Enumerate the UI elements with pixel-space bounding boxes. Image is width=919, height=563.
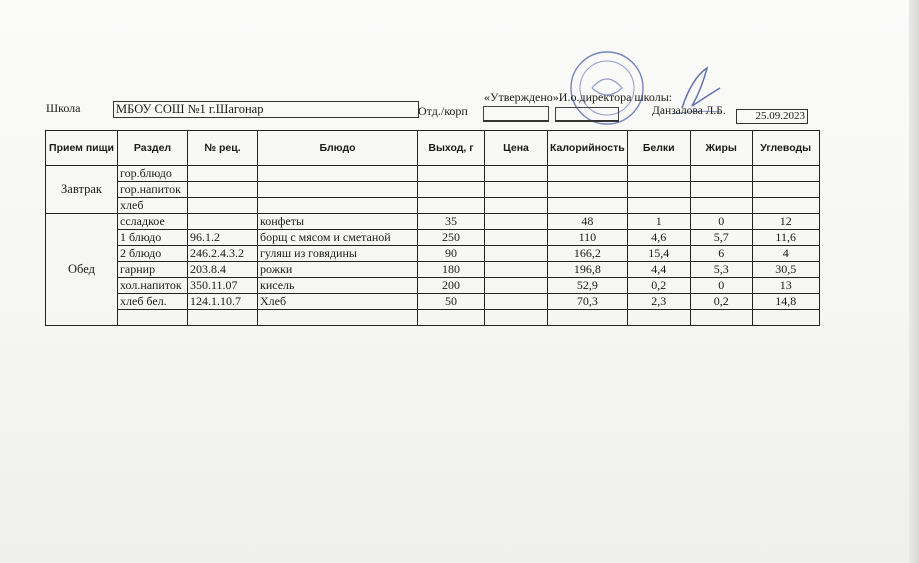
yield-cell: 250 <box>418 230 485 246</box>
yield-cell: 180 <box>418 262 485 278</box>
carbs-cell <box>752 182 819 198</box>
fat-cell <box>690 310 752 326</box>
col-price: Цена <box>485 131 548 166</box>
col-carbs: Углеводы <box>752 131 819 166</box>
protein-cell: 0,2 <box>627 278 690 294</box>
recipe-cell: 350.11.07 <box>188 278 258 294</box>
table-row <box>46 230 820 246</box>
price-cell <box>485 214 548 230</box>
price-cell <box>485 262 548 278</box>
lunch-meal-label: Обед <box>46 214 118 326</box>
price-cell <box>485 230 548 246</box>
col-fat: Жиры <box>690 131 752 166</box>
kcal-cell <box>548 166 628 182</box>
table-row <box>46 182 820 198</box>
col-section: Раздел <box>118 131 188 166</box>
table-row <box>46 198 820 214</box>
dish-cell <box>258 198 418 214</box>
table-row <box>46 246 820 262</box>
col-kcal: Калорийность <box>548 131 628 166</box>
carbs-cell: 14,8 <box>752 294 819 310</box>
col-recipe: № рец. <box>188 131 258 166</box>
dish-cell: рожки <box>258 262 418 278</box>
dish-cell: борщ с мясом и сметаной <box>258 230 418 246</box>
table-header-row <box>46 131 820 166</box>
protein-cell: 1 <box>627 214 690 230</box>
col-yield: Выход, г <box>418 131 485 166</box>
protein-cell: 4,6 <box>627 230 690 246</box>
fat-cell <box>690 198 752 214</box>
protein-cell: 15,4 <box>627 246 690 262</box>
fat-cell <box>690 182 752 198</box>
recipe-cell <box>188 198 258 214</box>
dish-cell <box>258 310 418 326</box>
fat-cell: 5,3 <box>690 262 752 278</box>
school-label: Школа <box>46 101 81 115</box>
recipe-cell <box>188 214 258 230</box>
carbs-cell <box>752 310 819 326</box>
director-name: Данзалова Л.Б. <box>652 105 726 117</box>
breakfast-meal-label: Завтрак <box>46 166 118 214</box>
section-cell: хлеб <box>118 198 188 214</box>
kcal-cell <box>548 310 628 326</box>
dish-cell: Хлеб <box>258 294 418 310</box>
kcal-cell: 196,8 <box>548 262 628 278</box>
table-row <box>46 310 820 326</box>
yield-cell <box>418 182 485 198</box>
kcal-cell: 70,3 <box>548 294 628 310</box>
protein-cell <box>627 166 690 182</box>
yield-cell: 35 <box>418 214 485 230</box>
col-protein: Белки <box>627 131 690 166</box>
carbs-cell: 12 <box>752 214 819 230</box>
fat-cell: 0,2 <box>690 294 752 310</box>
section-cell: 1 блюдо <box>118 230 188 246</box>
dish-cell <box>258 182 418 198</box>
kcal-cell <box>548 198 628 214</box>
price-cell <box>485 166 548 182</box>
col-dish: Блюдо <box>258 131 418 166</box>
section-cell <box>118 310 188 326</box>
kcal-cell: 110 <box>548 230 628 246</box>
yield-cell: 50 <box>418 294 485 310</box>
section-cell: гарнир <box>118 262 188 278</box>
table-row <box>46 214 820 230</box>
section-cell: хлеб бел. <box>118 294 188 310</box>
recipe-cell: 203.8.4 <box>188 262 258 278</box>
signature-field <box>555 107 619 122</box>
fat-cell: 0 <box>690 214 752 230</box>
carbs-cell <box>752 166 819 182</box>
dish-cell <box>258 166 418 182</box>
yield-cell <box>418 310 485 326</box>
approval-date: 25.09.2023 <box>736 109 808 124</box>
section-cell: ссладкое <box>118 214 188 230</box>
dish-cell: кисель <box>258 278 418 294</box>
dish-cell: конфеты <box>258 214 418 230</box>
yield-cell: 90 <box>418 246 485 262</box>
yield-cell <box>418 166 485 182</box>
section-cell: гор.блюдо <box>118 166 188 182</box>
page-edge <box>909 0 919 563</box>
price-cell <box>485 294 548 310</box>
carbs-cell: 30,5 <box>752 262 819 278</box>
dish-cell: гуляш из говядины <box>258 246 418 262</box>
price-cell <box>485 182 548 198</box>
table-row <box>46 294 820 310</box>
recipe-cell <box>188 166 258 182</box>
price-cell <box>485 198 548 214</box>
fat-cell: 5,7 <box>690 230 752 246</box>
price-cell <box>485 246 548 262</box>
protein-cell: 4,4 <box>627 262 690 278</box>
approval-text: «Утверждено»И.о.директора школы: <box>484 90 673 104</box>
protein-cell: 2,3 <box>627 294 690 310</box>
protein-cell <box>627 182 690 198</box>
kcal-cell: 48 <box>548 214 628 230</box>
carbs-cell: 13 <box>752 278 819 294</box>
price-cell <box>485 278 548 294</box>
table-row <box>46 262 820 278</box>
fat-cell <box>690 166 752 182</box>
dept-label: Отд./корп <box>418 104 468 118</box>
section-cell: гор.напиток <box>118 182 188 198</box>
recipe-cell: 246.2.4.3.2 <box>188 246 258 262</box>
carbs-cell: 4 <box>752 246 819 262</box>
carbs-cell <box>752 198 819 214</box>
recipe-cell <box>188 310 258 326</box>
col-meal: Прием пищи <box>46 131 118 166</box>
menu-table <box>45 130 820 326</box>
recipe-cell <box>188 182 258 198</box>
carbs-cell: 11,6 <box>752 230 819 246</box>
table-row <box>46 166 820 182</box>
recipe-cell: 96.1.2 <box>188 230 258 246</box>
dept-field <box>483 106 549 122</box>
fat-cell: 0 <box>690 278 752 294</box>
section-cell: хол.напиток <box>118 278 188 294</box>
fat-cell: 6 <box>690 246 752 262</box>
price-cell <box>485 310 548 326</box>
kcal-cell: 52,9 <box>548 278 628 294</box>
protein-cell <box>627 198 690 214</box>
yield-cell <box>418 198 485 214</box>
school-value: МБОУ СОШ №1 г.Шагонар <box>113 101 419 118</box>
section-cell: 2 блюдо <box>118 246 188 262</box>
kcal-cell: 166,2 <box>548 246 628 262</box>
table-row <box>46 278 820 294</box>
protein-cell <box>627 310 690 326</box>
yield-cell: 200 <box>418 278 485 294</box>
kcal-cell <box>548 182 628 198</box>
recipe-cell: 124.1.10.7 <box>188 294 258 310</box>
